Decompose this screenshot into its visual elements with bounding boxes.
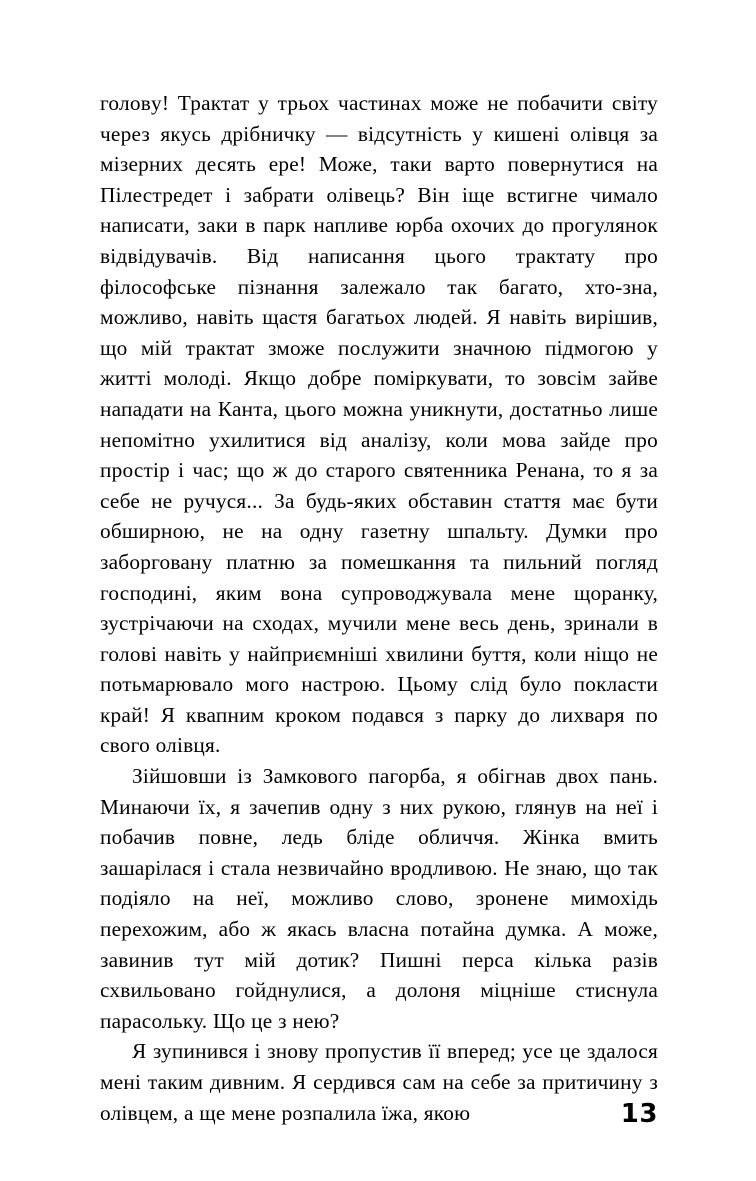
paragraph: Зійшовши із Замкового пагорба, я обігнав двох пань. Минаючи їх, я зачепив одну з них рукою, глянув на неї і побачив повне, ледь бліде обличчя. Жінка вмить зашарілася і стала незвичайно вродливою. Не знаю, що так подіяло на неї, можливо слово, зронене мимохідь перехожим, або ж якась власна потайна думка. А може, завинив тут мій дотик? Пишні перса кілька разів схвильовано гойднулися, а долоня міцніше стиснула парасольку. Що це з нею?	[100, 764, 658, 1033]
body-text-block	[100, 88, 658, 1128]
paragraph: Я зупинився і знову пропустив її вперед; усе це здалося мені таким дивним. Я сердився сам на себе за притичину з олівцем, а ще мене розпалила їжа, якою	[100, 1039, 658, 1125]
paragraph: головy! Трактат у трьох частинах може не побачити світу через якусь дрібничку — відсутність у кишені олівця за мізерних десять ере! Може, таки варто повернутися на Пілестредет і забрати олівець? Він іще встигне чимало написати, заки в парк напливе юрба охочих до прогулянок відвідувачів. Від написання цього трактату про філософське пізнання залежало так багато, хто-зна, можливо, навіть щастя багатьох людей. Я навіть вирішив, що мій трактат зможе послужити значною підмогою у житті молоді. Якщо добре поміркувати, то зовсім зайве нападати на Канта, цього можна уникнути, достатньо лише непомітно ухилитися від аналізу, коли мова зайде про простір і час; що ж до старого святенника Ренана, то я за себе не ручуся... За будь-яких обставин стаття має бути обширною, не на одну газетну шпальту. Думки про заборговану платню за помешкання та пильний погляд господині, яким вона супроводжувала мене щоранку, зустрічаючи на сходах, мучили мене весь день, зринали в голові навіть у найприємніші хвилини буття, коли ніщо не потьмарювало мого настрою. Цьому слід було покласти край! Я квапним кроком подався з парку до лихваря по свого олівця.	[100, 91, 658, 758]
page-number: 13	[620, 1099, 658, 1129]
